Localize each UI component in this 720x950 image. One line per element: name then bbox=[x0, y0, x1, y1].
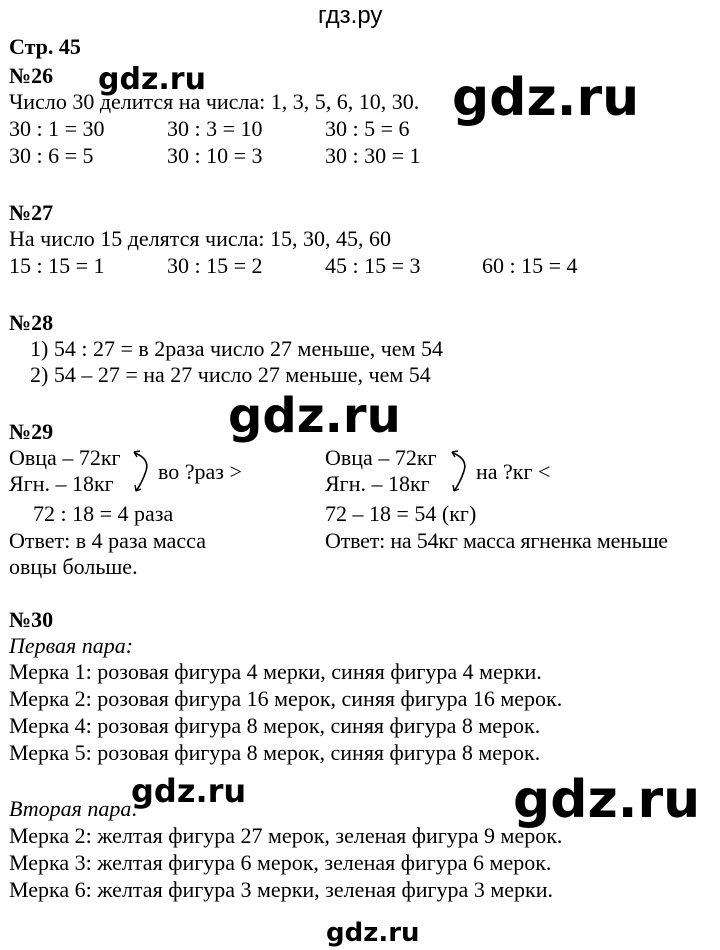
watermark-2: gdz.ru bbox=[452, 68, 640, 128]
task-30-pair-2-line: Мерка 6: желтая фигура 3 мерки, зеленая фигура 3 мерки. bbox=[9, 877, 553, 902]
task-29-right-question: на ?кг < bbox=[476, 459, 551, 484]
watermark-1: gdz.ru bbox=[98, 62, 206, 97]
task-30-pair-2-line: Мерка 3: желтая фигура 6 мерок, зеленая фигура 6 мерок. bbox=[9, 850, 552, 875]
task-26-eq: 30 : 6 = 5 bbox=[9, 143, 94, 168]
watermark-4: gdz.ru bbox=[131, 772, 247, 810]
task-26-eq: 30 : 1 = 30 bbox=[9, 116, 105, 141]
bracket-arrow-icon bbox=[450, 449, 472, 495]
task-29-right-line-1: Овца – 72кг bbox=[325, 445, 437, 470]
task-26-eq: 30 : 10 = 3 bbox=[167, 143, 263, 168]
task-27-intro: На число 15 делятся числа: 15, 30, 45, 60 bbox=[9, 226, 392, 251]
task-29-left-answer-2: овцы больше. bbox=[9, 554, 138, 579]
task-26-intro: Число 30 делится на числа: 1, 3, 5, 6, 10, 30. bbox=[9, 89, 420, 114]
task-29-left-calc: 72 : 18 = 4 раза bbox=[33, 501, 174, 526]
task-30-pair-2-heading: Вторая пара: bbox=[9, 796, 139, 821]
task-27-title: №27 bbox=[9, 200, 54, 225]
site-watermark-top: гдз.ру bbox=[318, 2, 383, 29]
task-26-eq: 30 : 5 = 6 bbox=[325, 116, 410, 141]
page-number: Стр. 45 bbox=[9, 34, 81, 59]
task-29-right-answer: Ответ: на 54кг масса ягненка меньше bbox=[325, 528, 668, 553]
task-28-title: №28 bbox=[9, 310, 54, 335]
task-26-title: №26 bbox=[9, 63, 54, 88]
watermark-bottom: gdz.ru bbox=[326, 918, 420, 948]
task-29-left-question: во ?раз > bbox=[158, 459, 242, 484]
task-27-eq: 45 : 15 = 3 bbox=[325, 253, 421, 278]
task-26-eq: 30 : 3 = 10 bbox=[167, 116, 263, 141]
task-29-right-calc: 72 – 18 = 54 (кг) bbox=[325, 501, 477, 526]
task-28-line-1: 1) 54 : 27 = в 2раза число 27 меньше, чем 54 bbox=[30, 336, 443, 361]
task-29-right-line-2: Ягн. – 18кг bbox=[325, 471, 430, 496]
bracket-arrow-icon bbox=[132, 449, 154, 495]
task-30-pair-1-line: Мерка 5: розовая фигура 8 мерок, синяя фигура 8 мерок. bbox=[9, 740, 541, 765]
task-29-left-line-1: Овца – 72кг bbox=[9, 445, 121, 470]
task-30-pair-2-line: Мерка 2: желтая фигура 27 мерок, зеленая фигура 9 мерок. bbox=[9, 823, 563, 848]
task-29-left-answer-1: Ответ: в 4 раза масса bbox=[9, 528, 206, 553]
task-30-pair-1-heading: Первая пара: bbox=[9, 633, 134, 658]
task-27-eq: 30 : 15 = 2 bbox=[167, 253, 263, 278]
task-26-eq: 30 : 30 = 1 bbox=[325, 143, 421, 168]
task-27-eq: 15 : 15 = 1 bbox=[9, 253, 105, 278]
watermark-5: gdz.ru bbox=[513, 770, 701, 830]
task-30-title: №30 bbox=[9, 607, 54, 632]
task-27-eq: 60 : 15 = 4 bbox=[482, 253, 578, 278]
task-28-line-2: 2) 54 – 27 = на 27 число 27 меньше, чем 54 bbox=[30, 362, 431, 387]
task-30-pair-1-line: Мерка 1: розовая фигура 4 мерки, синяя фигура 4 мерки. bbox=[9, 659, 542, 684]
watermark-3: gdz.ru bbox=[228, 388, 401, 444]
task-30-pair-1-line: Мерка 4: розовая фигура 8 мерок, синяя фигура 8 мерок. bbox=[9, 713, 541, 738]
task-30-pair-1-line: Мерка 2: розовая фигура 16 мерок, синяя фигура 16 мерок. bbox=[9, 686, 563, 711]
task-29-title: №29 bbox=[9, 419, 54, 444]
task-29-left-line-2: Ягн. – 18кг bbox=[9, 471, 114, 496]
